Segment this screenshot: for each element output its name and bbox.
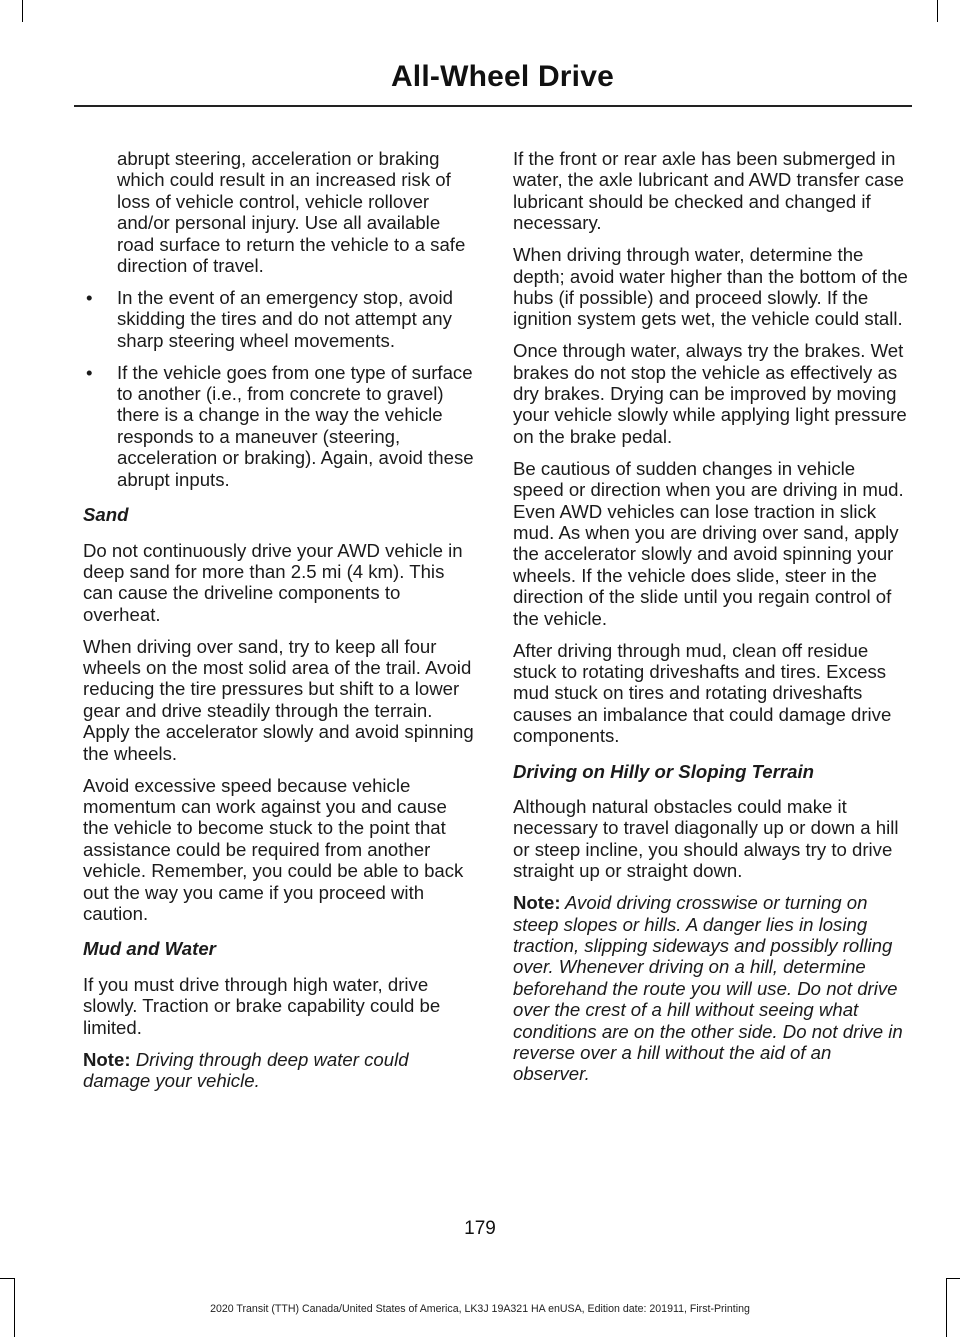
paragraph: Once through water, always try the brakes. Wet brakes do not stop the vehicle as effectively as dry brakes. Drying can be improved by moving your vehicle slowly while applying light pressure on the brake pedal.	[513, 340, 907, 447]
paragraph: If you must drive through high water, drive slowly. Traction or brake capability could be limited.	[83, 973, 441, 1038]
paragraph: When driving over sand, try to keep all four wheels on the most solid area of the trail. Avoid reducing the tire pressures but shift to a lower gear and drive steadily through the terrain. Apply the accelerator slowly and avoid spinning the wheels.	[83, 635, 474, 764]
page-number: 179	[464, 1218, 496, 1239]
bullet-icon: •	[86, 361, 93, 383]
crop-mark-bottom-left-h	[0, 1278, 14, 1279]
continued-paragraph: abrupt steering, acceleration or braking which could result in an increased risk of loss of vehicle control, vehicle rollover and/or personal injury. Use all available road surface to return the vehicle to a safe direction of travel.	[117, 148, 466, 277]
right-column	[513, 148, 908, 1095]
list-item	[83, 362, 476, 490]
footer-edition-info: 2020 Transit (TTH) Canada/United States of America, LK3J 19A321 HA enUSA, Edition date: 201911, First-Printing	[210, 1303, 750, 1315]
list-item-text: If the vehicle goes from one type of surface to another (i.e., from concrete to gravel) there is a change in the way the vehicle responds to a maneuver (steering, acceleration or braking). Again, avoid these abrupt inputs.	[117, 361, 474, 490]
left-column	[83, 148, 476, 1102]
section-heading-hilly-terrain: Driving on Hilly or Sloping Terrain	[513, 760, 814, 782]
paragraph: If the front or rear axle has been submerged in water, the axle lubricant and AWD transfer case lubricant should be checked and changed if necessary.	[513, 148, 905, 234]
bullet-icon: •	[86, 286, 93, 308]
section-heading-sand: Sand	[83, 504, 129, 526]
note	[513, 892, 908, 1085]
page-title: All-Wheel Drive	[390, 60, 614, 93]
header-divider	[74, 105, 912, 107]
crop-mark-bottom-right-h	[946, 1278, 960, 1279]
note-label: Note:	[513, 892, 561, 914]
note	[83, 1049, 476, 1092]
crop-mark-top-left	[22, 0, 23, 22]
note-text: Avoid driving crosswise or turning on steep slopes or hills. A danger lies in losing traction, slipping sideways and possibly rolling over. Whenever driving on a hill, determine beforehand the route you will use. Do not drive over the crest of a hill without seeing what conditions are on the other side. Do not drive in reverse over a hill without the aid of an observer.	[513, 892, 903, 1085]
crop-mark-top-right	[937, 0, 938, 22]
paragraph: Do not continuously drive your AWD vehicle in deep sand for more than 2.5 mi (4 km). This can cause the driveline components to overheat.	[83, 539, 463, 625]
paragraph: After driving through mud, clean off residue stuck to rotating driveshafts and tires. Excess mud stuck on tires and rotating driveshafts causes an imbalance that could damage drive components.	[513, 639, 892, 747]
paragraph: Be cautious of sudden changes in vehicle speed or direction when you are driving in mud. Even AWD vehicles can lose traction in slick mud. As when you are driving over sand, apply the accelerator slowly and avoid spinning your wheels. If the vehicle does slide, steer in the direction of the slide until you regain control of the vehicle.	[513, 457, 904, 629]
paragraph: When driving through water, determine the depth; avoid water higher than the bottom of the hubs (if possible) and proceed slowly. If the ignition system gets wet, the vehicle could stall.	[513, 244, 908, 330]
paragraph: Avoid excessive speed because vehicle momentum can work against you and cause the vehicle to become stuck to the point that assistance could be required from another vehicle. Remember, you could be able to back out the way you came if you proceed with caution.	[83, 774, 464, 924]
note-text: Driving through deep water could damage your vehicle.	[83, 1048, 409, 1091]
list-item	[83, 287, 476, 351]
note-label: Note:	[83, 1048, 131, 1070]
paragraph: Although natural obstacles could make it necessary to travel diagonally up or down a hill or steep incline, you should always try to drive straight up or straight down.	[513, 795, 899, 882]
section-heading-mud-water: Mud and Water	[83, 938, 216, 960]
list-item-text: In the event of an emergency stop, avoid skidding the tires and do not attempt any sharp steering wheel movements.	[117, 286, 453, 351]
